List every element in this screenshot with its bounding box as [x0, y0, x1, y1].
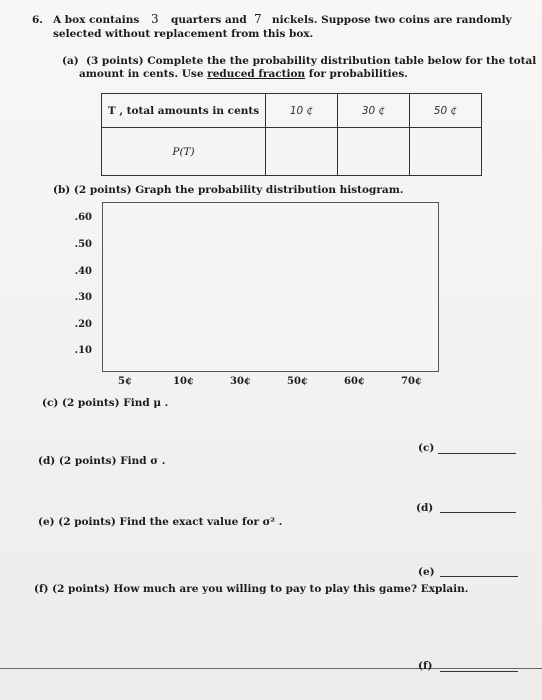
x-tick-70: 70¢ [401, 376, 422, 387]
part-a-line2-pre: amount in cents. Use [79, 68, 204, 80]
x-tick-10: 10¢ [173, 376, 194, 387]
table-header-t: T , total amounts in cents [102, 94, 266, 128]
table-value-30: 30 ¢ [338, 94, 410, 128]
part-c-answer-line[interactable] [438, 453, 516, 454]
part-a-line2 [79, 68, 408, 80]
part-d-answer-line[interactable] [440, 512, 516, 513]
part-b-text: (b) (2 points) Graph the probability distribution histogram. [53, 184, 404, 196]
part-d-answer-label: (d) [416, 502, 434, 514]
y-tick-20: .20 [74, 319, 92, 330]
problem-intro-b: quarters and [171, 14, 247, 26]
part-e-answer-line[interactable] [440, 576, 518, 577]
problem-intro-a: A box contains [53, 14, 140, 26]
part-a-line2-post: for probabilities. [308, 68, 408, 80]
part-a-label: (a) [62, 55, 79, 67]
y-tick-50: .50 [74, 239, 92, 250]
quarters-count: 3 [151, 12, 159, 26]
part-c-text: (c) (2 points) Find μ . [42, 397, 169, 409]
y-tick-60: .60 [74, 212, 92, 223]
table-value-50: 50 ¢ [410, 94, 482, 128]
y-tick-30: .30 [74, 292, 92, 303]
page-divider [0, 668, 542, 669]
part-e-text: (e) (2 points) Find the exact value for σ² . [38, 516, 283, 528]
nickels-count: 7 [254, 12, 262, 26]
table-cell-p-10[interactable] [266, 128, 338, 176]
problem-number: 6. [32, 14, 43, 26]
part-c-answer-label: (c) [418, 442, 435, 454]
problem-intro-line2: selected without replacement from this box. [53, 28, 314, 40]
part-f-answer-label: (f) [418, 660, 433, 672]
part-f-answer-line[interactable] [440, 671, 518, 672]
probability-distribution-table [101, 93, 482, 176]
part-f-text: (f) (2 points) How much are you willing to pay to play this game? Explain. [34, 583, 469, 595]
x-tick-60: 60¢ [344, 376, 365, 387]
y-tick-40: .40 [74, 266, 92, 277]
histogram-grid[interactable] [102, 202, 439, 372]
y-tick-10: .10 [74, 345, 92, 356]
x-tick-50: 50¢ [287, 376, 308, 387]
table-cell-p-50[interactable] [410, 128, 482, 176]
table-value-10: 10 ¢ [266, 94, 338, 128]
table-cell-p-30[interactable] [338, 128, 410, 176]
problem-intro-c: nickels. Suppose two coins are randomly [272, 14, 512, 26]
reduced-fraction-text: reduced fraction [207, 68, 306, 80]
part-d-text: (d) (2 points) Find σ . [38, 455, 166, 467]
x-tick-30: 30¢ [230, 376, 251, 387]
part-e-answer-label: (e) [418, 566, 435, 578]
part-a-line1: (3 points) Complete the the probability distribution table below for the total [86, 55, 537, 67]
x-tick-5: 5¢ [118, 376, 132, 387]
table-row-p-label: P(T) [102, 128, 266, 176]
